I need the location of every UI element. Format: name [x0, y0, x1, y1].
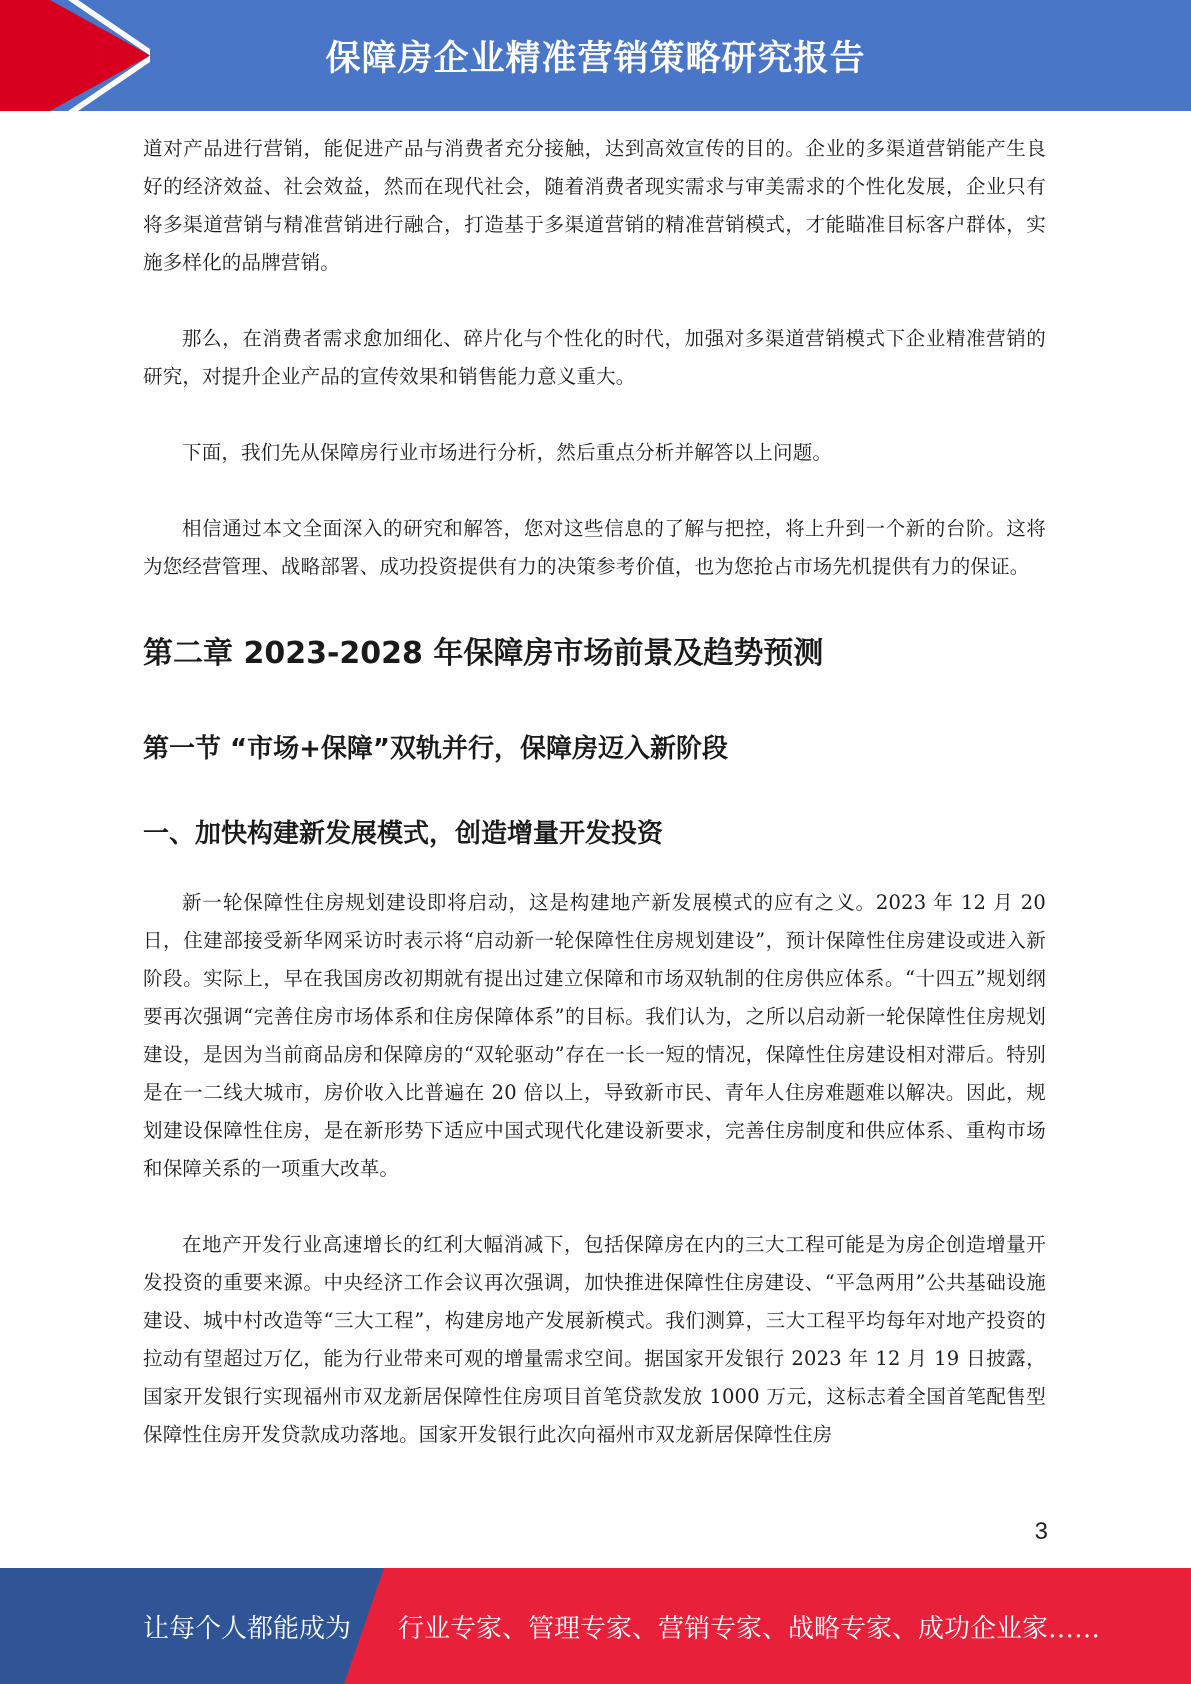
report-title: 保障房企业精准营销策略研究报告: [325, 38, 866, 79]
body-paragraph: 新一轮保障性住房规划建设即将启动，这是构建地产新发展模式的应有之义。2023 年 12 月 20 日，住建部接受新华网采访时表示将“启动新一轮保障性住房规划建设”，预计保障性住房建设或进入新阶段。实际上，早在我国房改初期就有提出过建立保障和市场双轨制的住房供应体系。“十四五”规划纲要再次强调“完善住房市场体系和住房保障体系”的目标。我们认为，之所以启动新一轮保障性住房规划建设，是因为当前商品房和保障房的“双轮驱动”存在一长一短的情况，保障性住房建设相对滞后。特别是在一二线大城市，房价收入比普遍在 20 倍以上，导致新市民、青年人住房难题难以解决。因此，规划建设保障性住房，是在新形势下适应中国式现代化建设新要求，完善住房制度和供应体系、重构市场和保障关系的一项重大改革。: [143, 891, 1046, 1180]
body-paragraph: 那么，在消费者需求愈加细化、碎片化与个性化的时代，加强对多渠道营销模式下企业精准营销的研究，对提升企业产品的宣传效果和销售能力意义重大。: [143, 327, 1046, 388]
footer-lead-text: 让每个人都能成为: [143, 1613, 352, 1644]
chapter-heading: 第二章 2023-2028 年保障房市场前景及趋势预测: [143, 636, 824, 671]
body-paragraph: 在地产开发行业高速增长的红利大幅消减下，包括保障房在内的三大工程可能是为房企创造增量开发投资的重要来源。中央经济工作会议再次强调，加快推进保障性住房建设、“平急两用”公共基础设施建设、城中村改造等“三大工程”，构建房地产发展新模式。我们测算，三大工程平均每年对地产投资的拉动有望超过万亿，能为行业带来可观的增量需求空间。据国家开发银行 2023 年 12 月 19 日披露，国家开发银行实现福州市双龙新居保障性住房项目首笔贷款发放 1000 万元，这标志着全国首笔配售型保障性住房开发贷款成功落地。国家开发银行此次向福州市双龙新居保障性住房: [143, 1233, 1046, 1446]
section-heading: 第一节 “市场+保障”双轨并行，保障房迈入新阶段: [143, 734, 729, 764]
subsection-heading: 一、加快构建新发展模式，创造增量开发投资: [143, 819, 664, 849]
page-number: 3: [1034, 1518, 1048, 1545]
body-paragraph: 道对产品进行营销，能促进产品与消费者充分接触，达到高效宣传的目的。企业的多渠道营销能产生良好的经济效益、社会效益，然而在现代社会，随着消费者现实需求与审美需求的个性化发展，企业只有将多渠道营销与精准营销进行融合，打造基于多渠道营销的精准营销模式，才能瞄准目标客户群体，实施多样化的品牌营销。: [143, 137, 1046, 274]
document-body: [143, 130, 1046, 1454]
header-arrow-decoration: [0, 0, 150, 111]
footer-tagline: 行业专家、管理专家、营销专家、战略专家、成功企业家……: [398, 1613, 1101, 1644]
body-paragraph: 相信通过本文全面深入的研究和解答，您对这些信息的了解与把控，将上升到一个新的台阶。这将为您经营管理、战略部署、成功投资提供有力的决策参考价值，也为您抢占市场先机提供有力的保证。: [143, 517, 1046, 578]
page-footer: [0, 1568, 1191, 1684]
page-header: [0, 0, 1191, 111]
body-paragraph: 下面，我们先从保障房行业市场进行分析，然后重点分析并解答以上问题。: [182, 441, 833, 464]
